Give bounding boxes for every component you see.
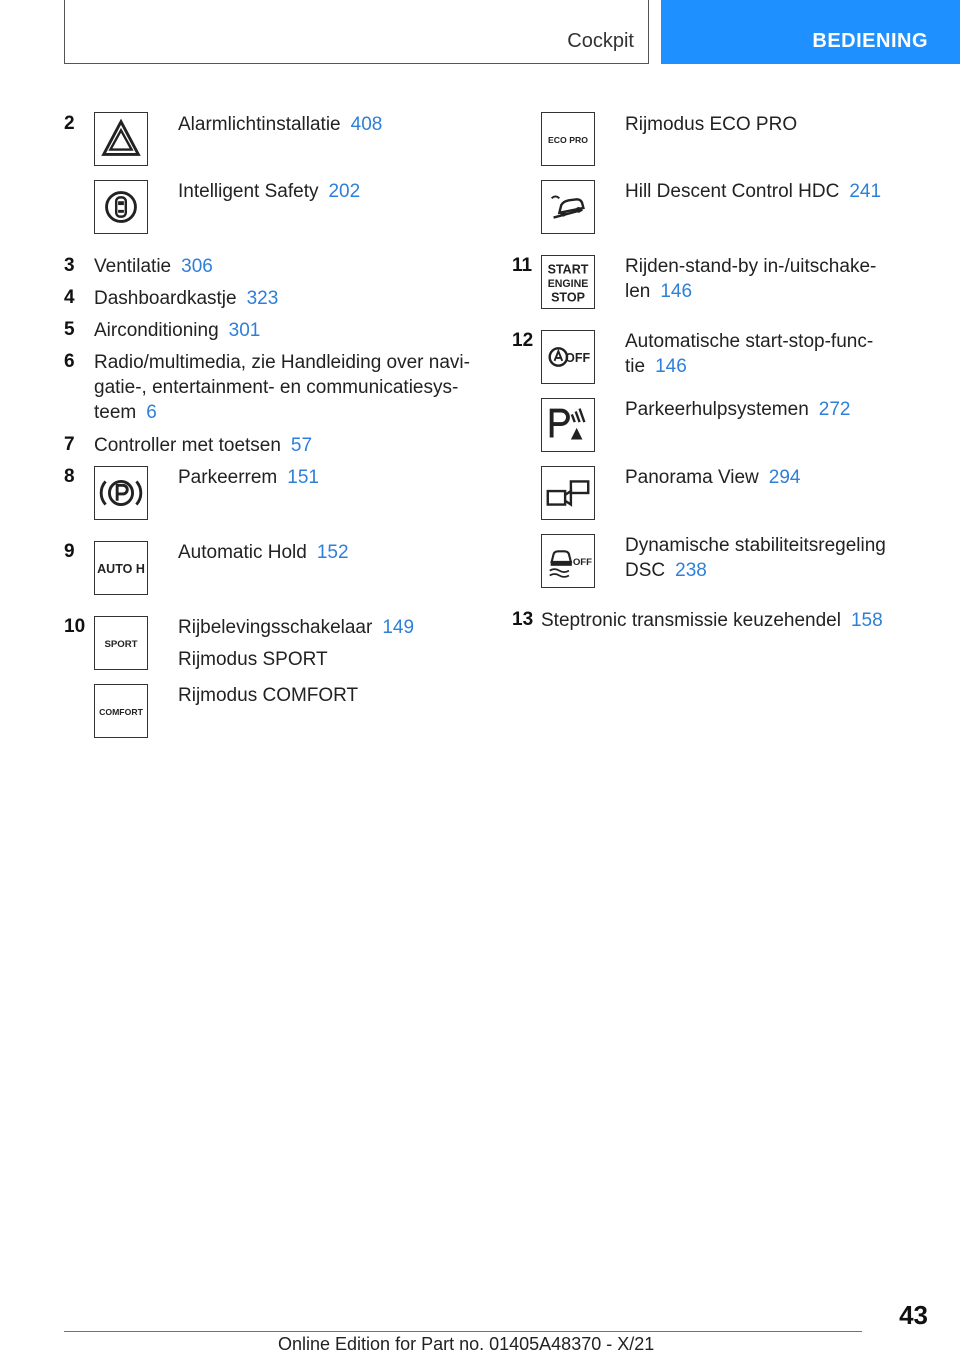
- parking-brake-icon: [94, 466, 148, 520]
- item-airconditioning: Airconditioning 301: [94, 320, 261, 341]
- header-section-tab: [64, 0, 649, 64]
- item-ventilation: Ventilatie 306: [94, 256, 213, 277]
- svg-text:AUTO H: AUTO H: [97, 561, 145, 576]
- header-chapter-tab: [661, 0, 960, 64]
- intelligent-safety-icon: [94, 180, 148, 234]
- item-number: 2: [64, 113, 75, 134]
- page-ref-link[interactable]: 151: [287, 467, 319, 488]
- page-ref-link[interactable]: 241: [849, 181, 882, 202]
- page-number: 43: [899, 1300, 928, 1330]
- item-auto-hold: Automatic Hold 152: [178, 542, 349, 563]
- section-title: Cockpit: [567, 30, 634, 52]
- hill-descent-control-icon: [541, 180, 595, 234]
- page-ref-link[interactable]: 323: [246, 288, 279, 309]
- chapter-title: BEDIENING: [812, 30, 928, 52]
- item-panorama-view: Panorama View 294: [625, 467, 801, 488]
- page-ref-link[interactable]: 152: [316, 542, 349, 563]
- item-hill-descent-control: Hill Descent Control HDC 241: [625, 181, 882, 202]
- eco-pro-mode-icon: [541, 112, 595, 166]
- item-parking-brake: Parkeerrem 151: [178, 467, 319, 488]
- svg-text:START: START: [547, 262, 589, 277]
- page-ref-link[interactable]: 146: [655, 356, 687, 377]
- dsc-off-icon: [541, 534, 595, 588]
- hazard-warning-icon: [94, 112, 148, 166]
- item-number: 10: [64, 616, 86, 637]
- item-number: 8: [64, 466, 75, 487]
- item-controller: Controller met toetsen 57: [94, 435, 313, 456]
- item-number: 4: [64, 287, 75, 308]
- svg-text:COMFORT: COMFORT: [99, 706, 143, 717]
- item-auto-start-stop: Automatische start-stop-func- tie 146: [625, 331, 874, 377]
- svg-text:STOP: STOP: [551, 290, 585, 305]
- page-ref-link[interactable]: 301: [228, 320, 261, 341]
- item-intelligent-safety: Intelligent Safety 202: [178, 181, 361, 202]
- comfort-mode-icon: [94, 684, 148, 738]
- item-glovebox: Dashboardkastje 323: [94, 288, 279, 309]
- svg-text:ECO PRO: ECO PRO: [548, 134, 588, 145]
- page-ref-link[interactable]: 146: [660, 281, 693, 302]
- svg-text:SPORT: SPORT: [104, 638, 138, 650]
- page-ref-link[interactable]: 158: [850, 610, 883, 631]
- item-ready-standby: Rijden-stand-by in-/uitschake- len 146: [625, 256, 877, 302]
- item-radio-multimedia: Radio/multimedia, zie Handleiding over navi- gatie-, entertainment- en communicatiesys- teem 6: [94, 352, 470, 423]
- page-ref-link[interactable]: 238: [675, 560, 707, 581]
- page-ref-link[interactable]: 272: [818, 399, 851, 420]
- svg-text:OFF: OFF: [565, 350, 591, 365]
- footer-divider: [64, 1331, 862, 1332]
- item-hazard: Alarmlichtinstallatie 408: [178, 114, 383, 135]
- item-comfort-mode: Rijmodus COMFORT: [178, 685, 359, 706]
- panorama-view-icon: [541, 466, 595, 520]
- item-number: 11: [512, 255, 533, 276]
- page-ref-link[interactable]: 294: [768, 467, 801, 488]
- item-sport-mode: Rijmodus SPORT: [178, 649, 328, 670]
- page-ref-link[interactable]: 57: [290, 435, 313, 456]
- svg-text:ENGINE: ENGINE: [547, 277, 589, 290]
- page-ref-link[interactable]: 202: [328, 181, 361, 202]
- page-ref-link[interactable]: 306: [181, 256, 213, 277]
- item-number: 6: [64, 351, 75, 372]
- auto-hold-icon: [94, 541, 148, 595]
- auto-start-stop-off-icon: [541, 330, 595, 384]
- start-engine-stop-icon: [541, 255, 595, 309]
- item-steptronic-selector: Steptronic transmissie keuzehendel 158: [541, 610, 883, 631]
- item-driving-experience-switch: Rijbelevingsschakelaar 149 Rijmodus SPORT: [178, 617, 415, 670]
- svg-text:OFF: OFF: [572, 556, 593, 568]
- item-eco-pro-mode: Rijmodus ECO PRO: [625, 114, 798, 135]
- page-ref-link[interactable]: 408: [350, 114, 383, 135]
- item-number: 9: [64, 541, 75, 562]
- item-dynamic-stability-control: Dynamische stabiliteitsregeling DSC 238: [625, 535, 886, 581]
- item-parking-assist: Parkeerhulpsystemen 272: [625, 399, 851, 420]
- item-number: 7: [64, 434, 75, 455]
- item-number: 5: [64, 319, 75, 340]
- item-number: 13: [512, 609, 534, 630]
- footer-edition: Online Edition for Part no. 01405A48370 - X/21: [278, 1334, 655, 1354]
- page-ref-link[interactable]: 149: [382, 617, 415, 638]
- item-number: 12: [512, 330, 534, 351]
- item-number: 3: [64, 255, 75, 276]
- page-ref-link[interactable]: 6: [146, 402, 157, 423]
- park-assist-icon: [541, 398, 595, 452]
- sport-mode-icon: [94, 616, 148, 670]
